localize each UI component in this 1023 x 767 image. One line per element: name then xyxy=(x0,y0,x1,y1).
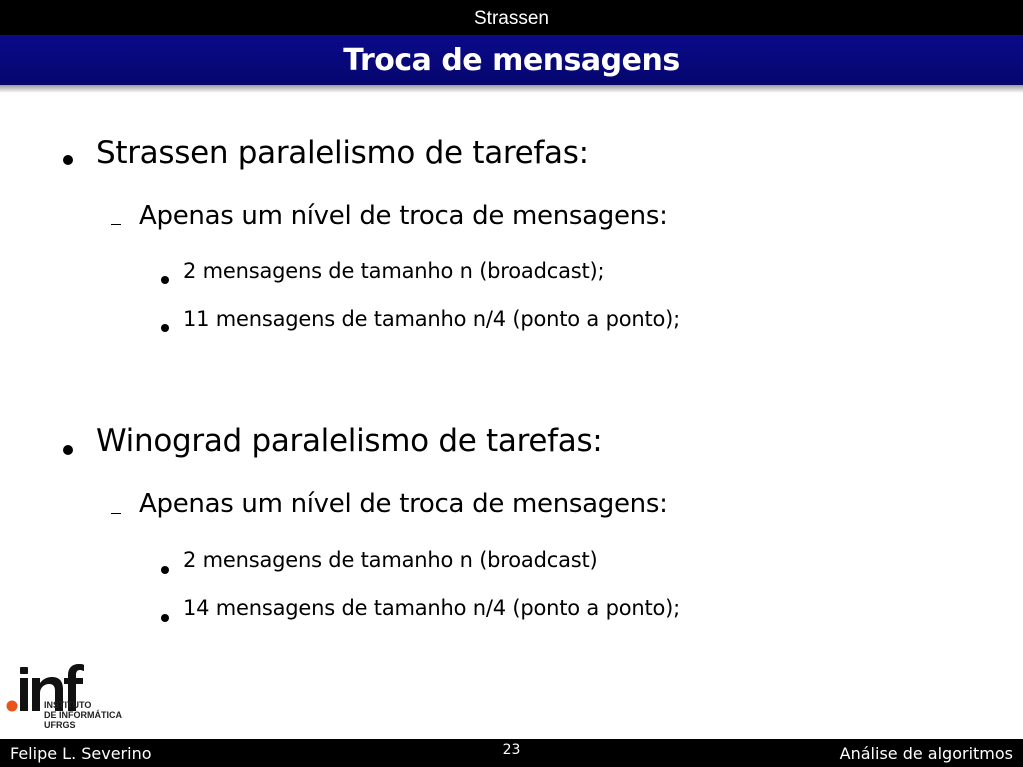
bullet-level3: 2 mensagens de tamanho n (broadcast) xyxy=(183,548,598,572)
logo-line-3: UFRGS xyxy=(44,720,76,730)
bullet-level1: Winograd paralelismo de tarefas: xyxy=(96,423,603,459)
bullet-level2: Apenas um nível de troca de mensagens: xyxy=(139,201,668,231)
bullet-level3: 11 mensagens de tamanho n/4 (ponto a ponto); xyxy=(183,307,681,331)
bullet-dot xyxy=(161,324,169,332)
logo-line-1: INSTITUTO xyxy=(44,700,92,710)
bullet-dot xyxy=(161,276,169,284)
dash-marker xyxy=(111,224,121,225)
section-header: Strassen xyxy=(0,0,1023,35)
logo-dot xyxy=(7,701,18,712)
bullet-level2: Apenas um nível de troca de mensagens: xyxy=(139,489,668,519)
bullet-dot xyxy=(161,614,169,622)
logo-caption xyxy=(44,700,122,730)
footer-course: Análise de algoritmos xyxy=(839,744,1013,763)
footer-bar xyxy=(0,739,1023,767)
dash-marker xyxy=(111,513,121,514)
page-number: 23 xyxy=(502,742,521,758)
slide-title: Troca de mensagens xyxy=(0,35,1023,85)
bullet-dot xyxy=(161,566,169,574)
footer-author: Felipe L. Severino xyxy=(10,744,152,763)
logo-line-2: DE INFORMÁTICA xyxy=(44,710,122,720)
bullet-level3: 14 mensagens de tamanho n/4 (ponto a ponto); xyxy=(183,596,681,620)
bullet-dot xyxy=(63,445,73,455)
bullet-dot xyxy=(63,155,73,165)
bullet-level1: Strassen paralelismo de tarefas: xyxy=(96,135,589,171)
bullet-level3: 2 mensagens de tamanho n (broadcast); xyxy=(183,259,605,283)
